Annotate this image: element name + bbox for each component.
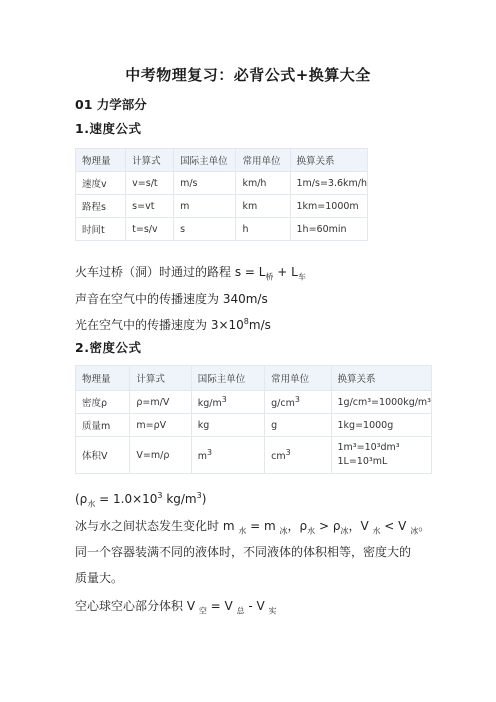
table-header-row [76, 149, 368, 172]
section-heading: 01 力学部分 [75, 97, 147, 112]
table-cell: 时间t [76, 218, 126, 241]
ice-water-note [75, 517, 430, 536]
note-text: < V [380, 519, 411, 533]
column-header: 常用单位 [265, 366, 331, 391]
table-cell: kg [191, 414, 264, 437]
water-density-note [75, 491, 206, 509]
note-text: ) [201, 492, 207, 506]
unit-text: m [197, 451, 207, 463]
subscript: 桥 [265, 272, 274, 282]
table-row [76, 218, 368, 241]
subscript: 车 [297, 272, 306, 282]
table-cell: h [236, 218, 290, 241]
table-cell: 路程s [76, 195, 126, 218]
table-cell: 质量m [76, 414, 130, 437]
table-cell: ρ=m/V [130, 391, 191, 414]
unit-text: kg/m [197, 398, 222, 410]
table-header-row [76, 366, 432, 391]
table-cell: 1m/s=3.6km/h [290, 172, 368, 195]
unit-text: cm [271, 451, 286, 463]
note-text: ，ρ [287, 519, 308, 533]
note-text: m/s [248, 318, 271, 332]
table-row [76, 172, 368, 195]
note-text: - V [244, 599, 269, 613]
subscript: 冰 [279, 526, 288, 536]
note-text: 火车过桥（洞）时通过的路程 s = L [75, 265, 266, 279]
note-text: = 1.0×10 [95, 492, 158, 506]
container-note-line2: 质量大。 [75, 571, 124, 585]
column-header: 常用单位 [236, 149, 290, 172]
subscript: 水 [372, 526, 381, 536]
subscript: 水 [307, 526, 316, 536]
superscript: 3 [207, 447, 213, 457]
subscript: 空 [198, 606, 207, 616]
table-cell: s=vt [126, 195, 174, 218]
table-cell: km [236, 195, 290, 218]
conversion-line: 1m³=10³dm³ [337, 442, 400, 453]
note-text: 。 [418, 519, 431, 533]
density-formula-table [75, 365, 432, 474]
table-cell: 1h=60min [290, 218, 368, 241]
superscript: 3 [196, 491, 202, 500]
column-header: 国际主单位 [174, 149, 236, 172]
column-header: 计算式 [130, 366, 191, 391]
column-header: 物理量 [76, 366, 130, 391]
sound-speed-note: 声音在空气中的传播速度为 340m/s [75, 292, 268, 306]
column-header: 换算关系 [331, 366, 432, 391]
note-text: (ρ [75, 492, 88, 506]
table-cell: 1kg=1000g [331, 414, 432, 437]
hollow-ball-note [75, 597, 277, 616]
subscript: 冰 [340, 526, 349, 536]
unit-text: g/cm [271, 398, 295, 410]
subscript: 水 [87, 499, 96, 509]
subscript: 总 [236, 606, 245, 616]
superscript: 8 [243, 317, 249, 326]
table-cell [331, 437, 432, 474]
bridge-note [75, 263, 306, 282]
light-speed-note [75, 316, 271, 333]
superscript: 3 [294, 394, 300, 404]
table-cell [191, 391, 264, 414]
subscript: 水 [238, 526, 247, 536]
table-cell: v=s/t [126, 172, 174, 195]
speed-formula-heading: 1.速度公式 [75, 121, 142, 136]
table-cell [265, 391, 331, 414]
column-header: 国际主单位 [191, 366, 264, 391]
speed-formula-table [75, 148, 368, 241]
table-cell: 速度v [76, 172, 126, 195]
density-formula-heading: 2.密度公式 [75, 340, 142, 355]
table-cell: 1km=1000m [290, 195, 368, 218]
table-cell: m/s [174, 172, 236, 195]
container-note-line1: 同一个容器装满不同的液体时，不同液体的体积相等，密度大的 [75, 545, 412, 559]
table-cell: m [174, 195, 236, 218]
table-cell: s [174, 218, 236, 241]
note-text: 光在空气中的传播速度为 3×10 [75, 318, 244, 332]
note-text: 空心球空心部分体积 V [75, 599, 199, 613]
note-text: kg/m [162, 492, 197, 506]
note-text: 冰与水之间状态发生变化时 m [75, 519, 239, 533]
table-row [76, 391, 432, 414]
table-cell: 1g/cm³=1000kg/m³ [331, 391, 432, 414]
column-header: 换算关系 [290, 149, 368, 172]
table-cell: km/h [236, 172, 290, 195]
table-row [76, 437, 432, 474]
table-cell: 体积V [76, 437, 130, 474]
table-row [76, 195, 368, 218]
table-cell: m=ρV [130, 414, 191, 437]
column-header: 物理量 [76, 149, 126, 172]
note-text: + L [273, 265, 298, 279]
superscript: 3 [157, 491, 163, 500]
note-text: > ρ [315, 519, 341, 533]
table-cell: g [265, 414, 331, 437]
note-text: = m [246, 519, 280, 533]
table-cell [191, 437, 264, 474]
subscript: 冰 [410, 526, 419, 536]
superscript: 3 [221, 394, 227, 404]
subscript: 实 [268, 606, 277, 616]
table-cell: t=s/v [126, 218, 174, 241]
table-cell: 密度ρ [76, 391, 130, 414]
note-text: = V [206, 599, 237, 613]
column-header: 计算式 [126, 149, 174, 172]
note-text: ，V [348, 519, 373, 533]
conversion-line: 1L=10³mL [337, 456, 388, 467]
table-row [76, 414, 432, 437]
table-cell: V=m/ρ [130, 437, 191, 474]
superscript: 3 [285, 447, 291, 457]
table-cell [265, 437, 331, 474]
page-title: 中考物理复习：必背公式+换算大全 [125, 66, 371, 84]
